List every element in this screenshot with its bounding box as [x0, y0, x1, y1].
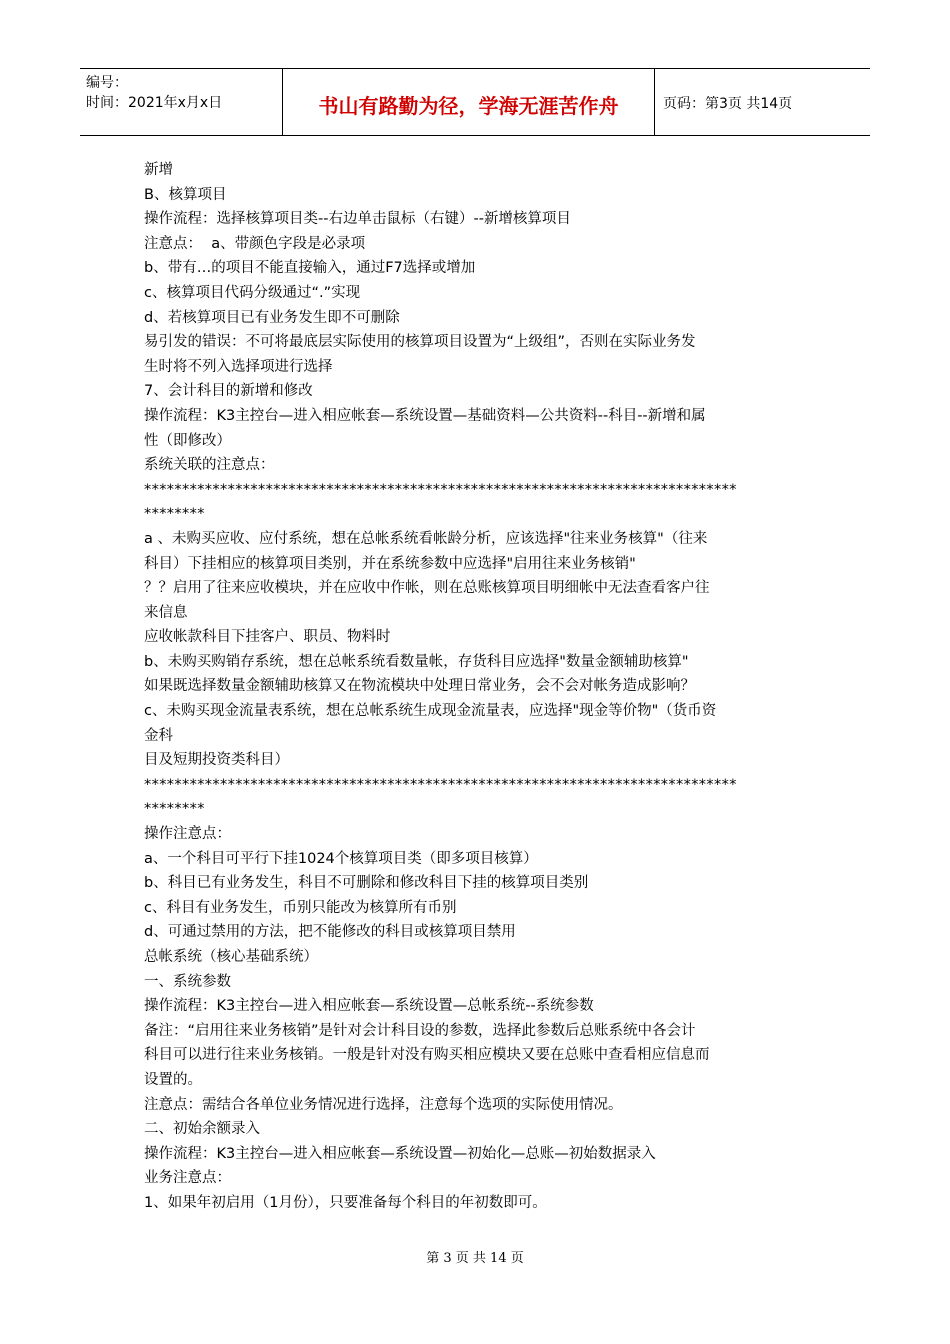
text-line: ********	[144, 801, 205, 818]
text-line: 操作流程：K3主控台—进入相应帐套—系统设置—初始化—总账—初始数据录入	[144, 1145, 656, 1162]
text-line: c、核算项目代码分级通过“.”实现	[144, 284, 361, 301]
text-line: a、一个科目可平行下挂1024个核算项目类（即多项目核算）	[144, 850, 538, 867]
text-line: 生时将不列入选择项进行选择	[144, 358, 333, 375]
text-line: 新增	[144, 162, 173, 178]
text-line: a 、未购买应收、应付系统，想在总帐系统看帐龄分析，应该选择"往来业务核算"（往来	[144, 530, 708, 547]
text-line: ********	[144, 506, 205, 523]
text-line: 科目）下挂相应的核算项目类别，并在系统参数中应选择"启用往来业务核销"	[144, 555, 636, 572]
text-line: 业务注意点：	[144, 1170, 231, 1187]
document-body	[144, 158, 812, 1216]
text-line: 总帐系统（核心基础系统）	[144, 949, 318, 965]
id-label: 编号：	[86, 75, 128, 91]
text-line: 科目可以进行往来业务核销。一般是针对没有购买相应模块又要在总账中查看相应信息而	[144, 1047, 710, 1064]
text-line: ******************************************************************************	[144, 776, 737, 793]
text-line: c、科目有业务发生，币别只能改为核算所有币别	[144, 899, 457, 916]
header-meta	[80, 69, 283, 135]
text-line: 注意点： a、带颜色字段是必录项	[144, 235, 366, 252]
text-line: 操作流程：选择核算项目类--右边单击鼠标（右键）--新增核算项目	[144, 211, 571, 228]
text-line: 易引发的错误：不可将最底层实际使用的核算项目设置为“上级组”，否则在实际业务发	[144, 334, 696, 351]
text-line: 设置的。	[144, 1071, 202, 1088]
text-line: 注意点：需结合各单位业务情况进行选择，注意每个选项的实际使用情况。	[144, 1096, 623, 1113]
text-line: 系统关联的注意点：	[144, 457, 275, 474]
page-header	[80, 68, 870, 136]
text-line: 来信息	[144, 604, 188, 621]
time-label: 时间：2021年x月x日	[86, 95, 223, 111]
text-line: 备注：“启用往来业务核销”是针对会计科目设的参数，选择此参数后总账系统中各会计	[144, 1022, 696, 1039]
header-motto: 书山有路勤为径，学海无涯苦作舟	[283, 69, 655, 135]
text-line: c、未购买现金流量表系统，想在总帐系统生成现金流量表，应选择"现金等价物"（货币资	[144, 703, 717, 720]
text-line: 1、如果年初启用（1月份），只要准备每个科目的年初数即可。	[144, 1194, 547, 1211]
text-line: 7、会计科目的新增和修改	[144, 383, 313, 400]
text-line: B、核算项目	[144, 186, 227, 203]
text-line: b、未购买购销存系统，想在总帐系统看数量帐，存货科目应选择"数量金额辅助核算"	[144, 653, 689, 670]
text-line: ******************************************************************************	[144, 481, 737, 498]
text-line: 目及短期投资类科目）	[144, 752, 289, 769]
text-line: 一、系统参数	[144, 973, 231, 990]
text-line: 金科	[144, 727, 173, 744]
text-line: 操作流程：K3主控台—进入相应帐套—系统设置—总帐系统--系统参数	[144, 998, 594, 1015]
header-page-number: 页码：第3页 共14页	[663, 96, 793, 112]
text-line: 操作流程：K3主控台—进入相应帐套—系统设置—基础资料—公共资料--科目--新增和属	[144, 407, 706, 424]
text-line: d、可通过禁用的方法，把不能修改的科目或核算项目禁用	[144, 924, 516, 941]
text-line: 应收帐款科目下挂客户、职员、物料时	[144, 629, 391, 646]
text-line: d、若核算项目已有业务发生即不可删除	[144, 309, 400, 326]
page-footer: 第 3 页 共 14 页	[426, 1251, 524, 1266]
text-line: 操作注意点：	[144, 826, 231, 843]
text-line: 性（即修改）	[144, 432, 231, 449]
text-line: 如果既选择数量金额辅助核算又在物流模块中处理日常业务，会不会对帐务造成影响？	[144, 678, 695, 695]
text-line: ？？启用了往来应收模块，并在应收中作帐，则在总账核算项目明细帐中无法查看客户往	[144, 580, 710, 597]
text-line: b、科目已有业务发生，科目不可删除和修改科目下挂的核算项目类别	[144, 875, 589, 892]
text-line: 二、初始余额录入	[144, 1121, 260, 1138]
text-line: b、带有…的项目不能直接输入，通过F7选择或增加	[144, 260, 476, 277]
